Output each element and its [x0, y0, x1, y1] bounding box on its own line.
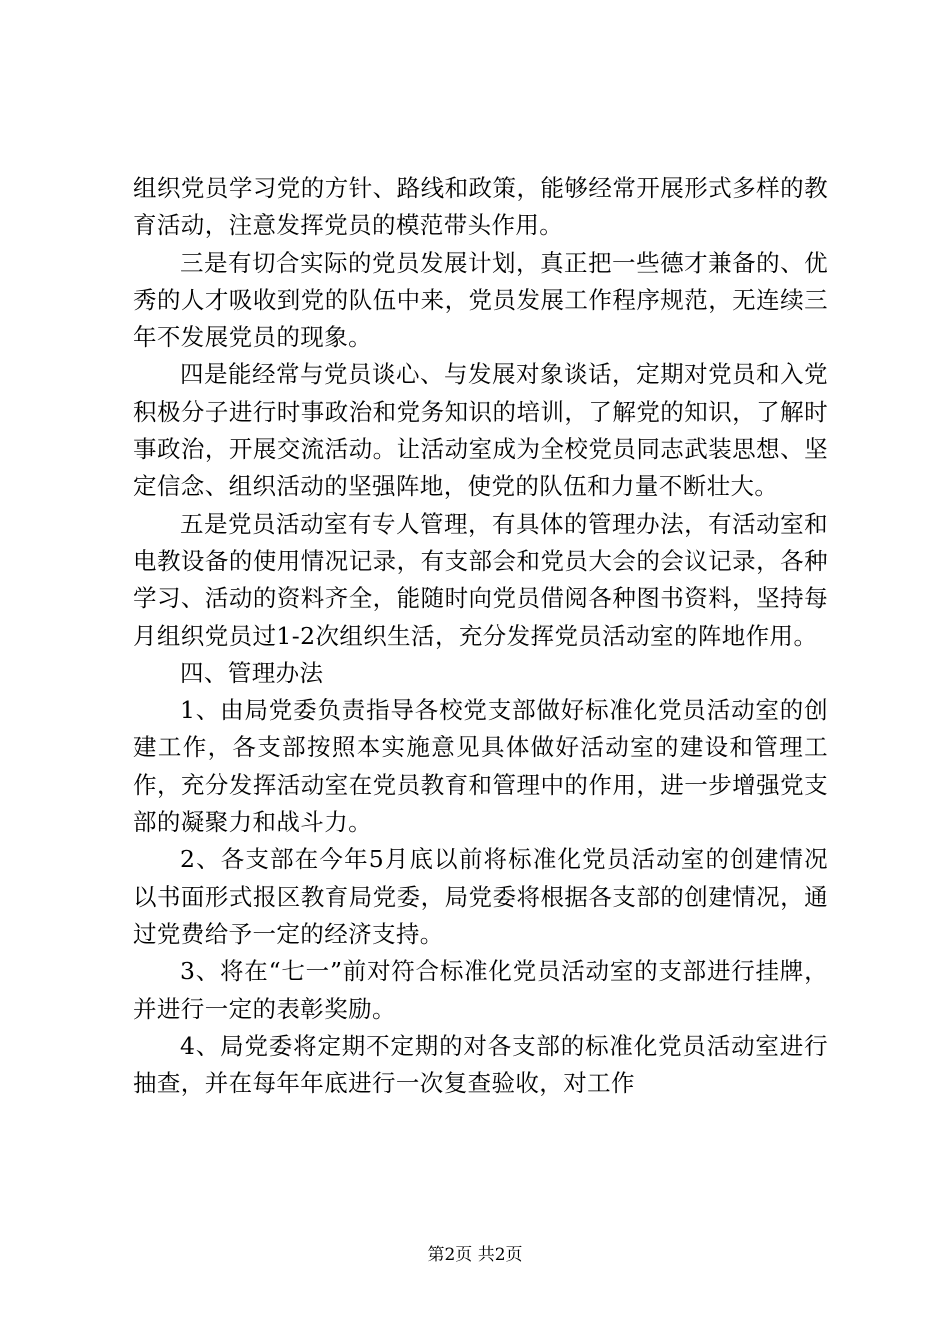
paragraph-continuation: 组织党员学习党的方针、路线和政策，能够经常开展形式多样的教育活动，注意发挥党员的模范带头作用。 [133, 174, 828, 240]
paragraph-item-three: 三是有切合实际的党员发展计划，真正把一些德才兼备的、优秀的人才吸收到党的队伍中来，党员发展工作程序规范，无连续三年不发展党员的现象。 [133, 248, 828, 352]
paragraph-rule-2: 2、各支部在今年5月底以前将标准化党员活动室的创建情况以书面形式报区教育局党委，局党委将根据各支部的创建情况，通过党费给予一定的经济支持。 [133, 845, 828, 948]
paragraph-item-four: 四是能经常与党员谈心、与发展对象谈话，定期对党员和入党积极分子进行时事政治和党务知识的培训，了解党的知识，了解时事政治，开展交流活动。让活动室成为全校党员同志武装思想、坚定信念、组织活动的坚强阵地，使党的队伍和力量不断壮大。 [133, 360, 828, 501]
paragraph-rule-4: 4、局党委将定期不定期的对各支部的标准化党员活动室进行抽查，并在每年年底进行一次复查验收，对工作 [133, 1031, 828, 1098]
paragraph-item-five: 五是党员活动室有专人管理，有具体的管理办法，有活动室和电教设备的使用情况记录，有支部会和党员大会的会议记录，各种学习、活动的资料齐全，能随时向党员借阅各种图书资料，坚持每月组织党员过1-2次组织生活，充分发挥党员活动室的阵地作用。 [133, 509, 828, 650]
page-number-label: 第2页 共2页 [427, 1245, 523, 1265]
paragraph-rule-1: 1、由局党委负责指导各校党支部做好标准化党员活动室的创建工作，各支部按照本实施意见具体做好活动室的建设和管理工作，充分发挥活动室在党员教育和管理中的作用，进一步增强党支部的凝聚力和战斗力。 [133, 696, 828, 837]
page-footer [0, 1244, 950, 1266]
document-body [133, 170, 828, 1102]
section-heading-management: 四、管理办法 [180, 658, 324, 687]
paragraph-rule-3: 3、将在“七一”前对符合标准化党员活动室的支部进行挂牌，并进行一定的表彰奖励。 [133, 957, 828, 1023]
